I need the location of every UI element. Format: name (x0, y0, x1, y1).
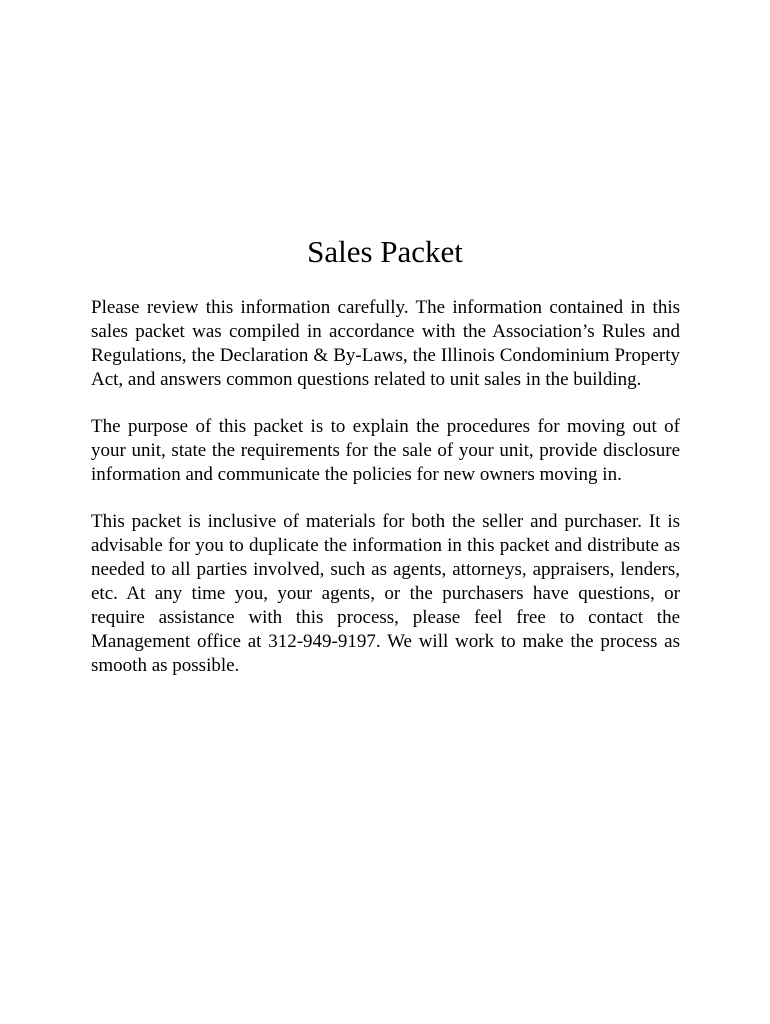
document-title: Sales Packet (307, 234, 463, 269)
purpose-paragraph: The purpose of this packet is to explain the procedures for moving out of your unit, state the requirements for the sale of your unit, provide disclosure information and communicate the policies for new owners moving in. (91, 416, 680, 485)
intro-paragraph: Please review this information carefully. The information contained in this sales packet was compiled in accordance with the Association’s Rules and Regulations, the Declaration & By-Laws, the Illinois Condominium Property Act, and answers common questions related to unit sales in the building. (91, 297, 680, 390)
contact-paragraph: This packet is inclusive of materials for both the seller and purchaser. It is advisable for you to duplicate the information in this packet and distribute as needed to all parties involved, such as agents, attorneys, appraisers, lenders, etc. At any time you, your agents, or the purchasers have questions, or require assistance with this process, please feel free to contact the Management office at 312-949-9197. We will work to make the process as smooth as possible. (91, 511, 680, 676)
document-body (91, 296, 680, 701)
